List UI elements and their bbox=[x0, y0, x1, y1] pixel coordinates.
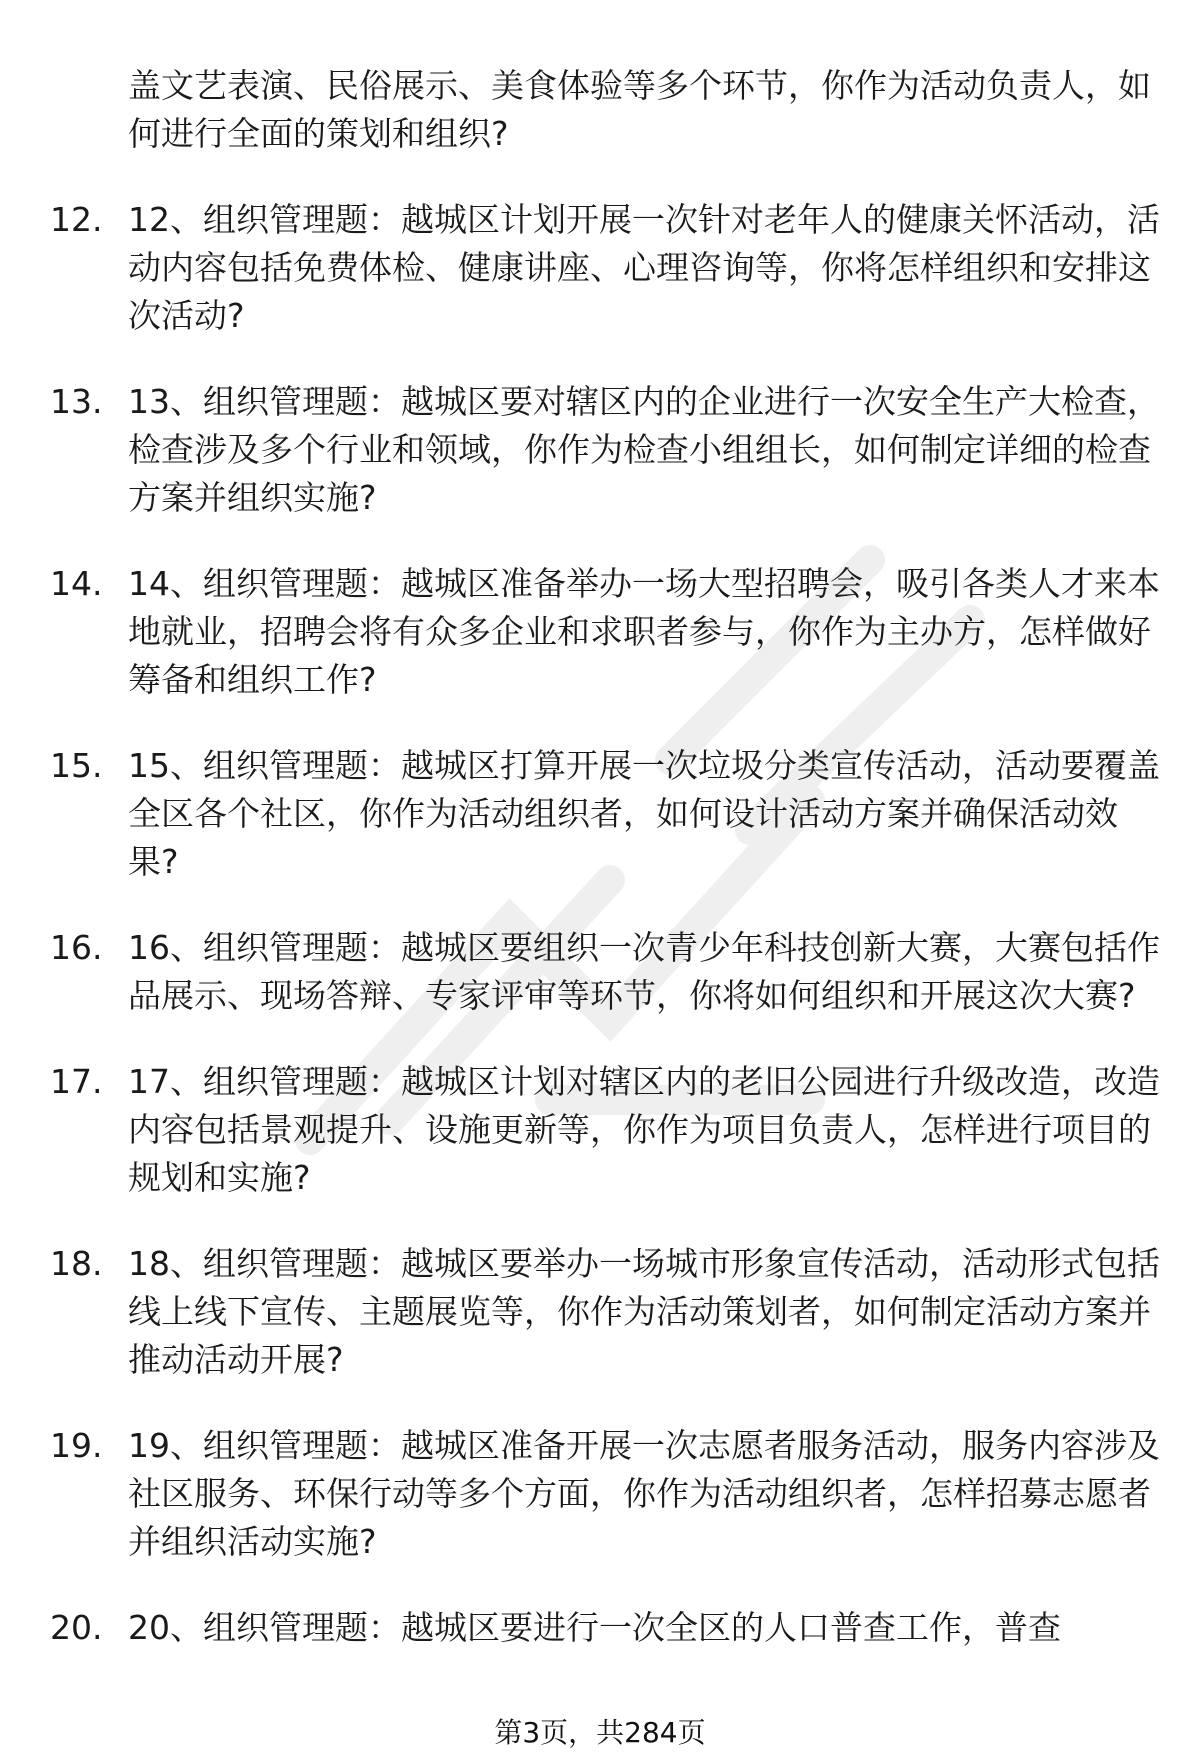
item-number: 14. bbox=[50, 564, 103, 603]
item-number: 12. bbox=[50, 200, 103, 239]
item-number: 20. bbox=[50, 1608, 103, 1647]
list-item-continuation bbox=[50, 62, 1160, 158]
continuation-text: 盖文艺表演、民俗展示、美食体验等多个环节，你作为活动负责人，如何进行全面的策划和组织? bbox=[128, 66, 1151, 153]
item-text: 13、组织管理题：越城区要对辖区内的企业进行一次安全生产大检查，检查涉及多个行业和领域，你作为检查小组组长，如何制定详细的检查方案并组织实施? bbox=[128, 382, 1160, 517]
list-item bbox=[50, 1422, 1160, 1566]
item-text: 12、组织管理题：越城区计划开展一次针对老年人的健康关怀活动，活动内容包括免费体检、健康讲座、心理咨询等，你将怎样组织和安排这次活动? bbox=[128, 200, 1160, 335]
page-footer bbox=[0, 1715, 1200, 1751]
list-item bbox=[50, 1240, 1160, 1384]
item-number: 16. bbox=[50, 928, 103, 967]
item-text: 14、组织管理题：越城区准备举办一场大型招聘会，吸引各类人才来本地就业，招聘会将有众多企业和求职者参与，你作为主办方，怎样做好筹备和组织工作? bbox=[128, 564, 1160, 699]
item-text: 17、组织管理题：越城区计划对辖区内的老旧公园进行升级改造，改造内容包括景观提升、设施更新等，你作为项目负责人，怎样进行项目的规划和实施? bbox=[128, 1062, 1160, 1197]
list-item bbox=[50, 378, 1160, 522]
page-number-label: 第3页，共284页 bbox=[494, 1716, 706, 1749]
list-item bbox=[50, 742, 1160, 886]
question-list bbox=[50, 62, 1160, 1690]
item-number: 19. bbox=[50, 1426, 103, 1465]
item-text: 15、组织管理题：越城区打算开展一次垃圾分类宣传活动，活动要覆盖全区各个社区，你作为活动组织者，如何设计活动方案并确保活动效果? bbox=[128, 746, 1160, 881]
item-number: 13. bbox=[50, 382, 103, 421]
list-item bbox=[50, 196, 1160, 340]
list-item bbox=[50, 924, 1160, 1020]
item-number: 17. bbox=[50, 1062, 103, 1101]
item-text: 19、组织管理题：越城区准备开展一次志愿者服务活动，服务内容涉及社区服务、环保行动等多个方面，你作为活动组织者，怎样招募志愿者并组织活动实施? bbox=[128, 1426, 1160, 1561]
list-item bbox=[50, 1604, 1160, 1652]
item-text: 18、组织管理题：越城区要举办一场城市形象宣传活动，活动形式包括线上线下宣传、主题展览等，你作为活动策划者，如何制定活动方案并推动活动开展? bbox=[128, 1244, 1160, 1379]
item-number: 18. bbox=[50, 1244, 103, 1283]
item-text: 16、组织管理题：越城区要组织一次青少年科技创新大赛，大赛包括作品展示、现场答辩、专家评审等环节，你将如何组织和开展这次大赛? bbox=[128, 928, 1160, 1015]
list-item bbox=[50, 560, 1160, 704]
list-item bbox=[50, 1058, 1160, 1202]
item-number: 15. bbox=[50, 746, 103, 785]
item-text: 20、组织管理题：越城区要进行一次全区的人口普查工作，普查 bbox=[128, 1608, 1061, 1647]
